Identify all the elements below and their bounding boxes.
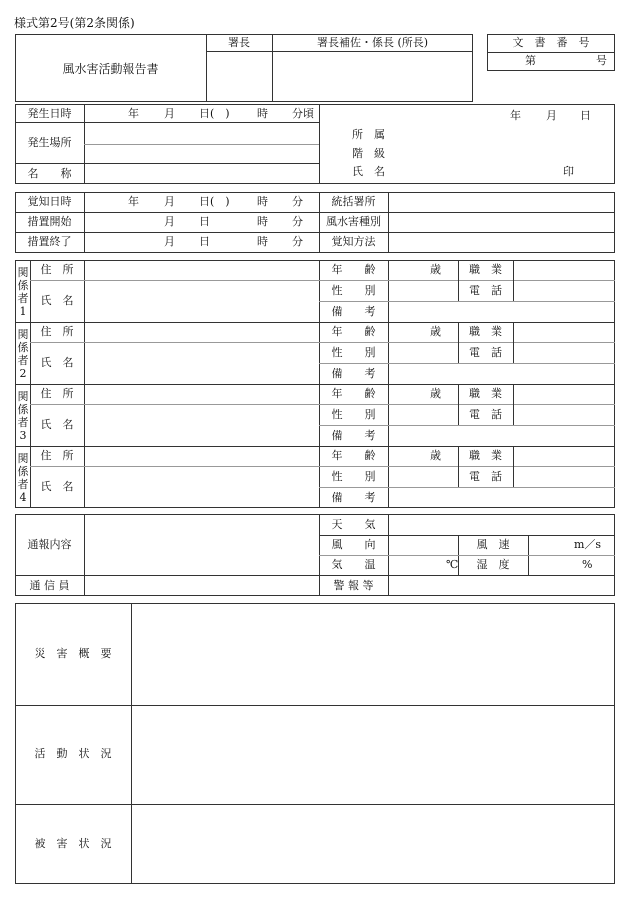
form-title: 風水害活動報告書 bbox=[62, 62, 159, 76]
party-address-field[interactable] bbox=[85, 385, 318, 403]
aw1-minute: 分 bbox=[292, 195, 303, 208]
disaster-type-label: 風水害種別 bbox=[326, 215, 381, 228]
approval-chief-label: 署長 bbox=[228, 36, 250, 49]
party-phone-field[interactable] bbox=[514, 281, 614, 300]
party-group-label: 関係者4 bbox=[17, 452, 29, 504]
party-group-label: 関係者3 bbox=[17, 390, 29, 442]
party-address-field[interactable] bbox=[85, 261, 318, 279]
activity-status-label: 活 動 状 況 bbox=[34, 747, 112, 760]
party-phone-field[interactable] bbox=[514, 343, 614, 362]
party-remarks-label: 備 考 bbox=[331, 367, 376, 380]
party-remarks-field[interactable] bbox=[389, 426, 614, 445]
party-name-field[interactable] bbox=[85, 281, 318, 321]
aw3-hour: 時 bbox=[257, 235, 268, 248]
reporter-name-label: 氏 名 bbox=[352, 165, 385, 178]
party-age-field[interactable] bbox=[389, 261, 427, 279]
party-age-unit: 歳 bbox=[430, 387, 441, 400]
party-sex-field[interactable] bbox=[389, 281, 457, 300]
party-age-label: 年 齢 bbox=[331, 449, 376, 462]
party-phone-field[interactable] bbox=[514, 405, 614, 424]
wind-speed-label: 風 速 bbox=[476, 538, 510, 551]
activity-status-field[interactable] bbox=[132, 706, 614, 803]
party-address-label: 住 所 bbox=[40, 449, 74, 462]
awareness-method-field[interactable] bbox=[389, 233, 614, 252]
chief-stamp-field[interactable] bbox=[207, 52, 271, 101]
party-phone-label: 電 話 bbox=[469, 470, 502, 483]
temperature-label: 気 温 bbox=[331, 558, 376, 571]
damage-status-label: 被 害 状 況 bbox=[34, 837, 112, 850]
doc-number-field[interactable] bbox=[540, 53, 592, 70]
wind-direction-field[interactable] bbox=[389, 536, 457, 554]
damage-status-field[interactable] bbox=[132, 805, 614, 883]
party-address-field[interactable] bbox=[85, 323, 318, 341]
party-job-label: 職 業 bbox=[469, 263, 502, 276]
aw3-minute: 分 bbox=[292, 235, 303, 248]
awareness-method-label: 覚知方法 bbox=[331, 235, 376, 248]
deputy-stamp-field[interactable] bbox=[273, 52, 472, 101]
occ-month-unit: 月 bbox=[164, 107, 175, 120]
wind-speed-field[interactable] bbox=[529, 536, 571, 554]
party-sex-label: 性 別 bbox=[331, 408, 376, 421]
occ-hour-unit: 時 bbox=[257, 107, 268, 120]
aw1-hour: 時 bbox=[257, 195, 268, 208]
temperature-field[interactable] bbox=[389, 556, 444, 574]
party-sex-label: 性 別 bbox=[331, 346, 376, 359]
form-number: 様式第2号(第2条関係) bbox=[14, 16, 135, 30]
aw2-month: 月 bbox=[164, 215, 175, 228]
party-age-field[interactable] bbox=[389, 385, 427, 403]
report-operator-label: 通 信 員 bbox=[29, 579, 70, 592]
party-age-field[interactable] bbox=[389, 447, 427, 465]
aw3-month: 月 bbox=[164, 235, 175, 248]
party-job-field[interactable] bbox=[514, 323, 614, 341]
party-name-label: 氏 名 bbox=[40, 356, 74, 369]
party-job-field[interactable] bbox=[514, 385, 614, 403]
rep-year-unit: 年 bbox=[510, 109, 521, 122]
party-remarks-label: 備 考 bbox=[331, 429, 376, 442]
disaster-type-field[interactable] bbox=[389, 213, 614, 231]
wind-direction-label: 風 向 bbox=[331, 538, 376, 551]
aw1-year: 年 bbox=[128, 195, 139, 208]
humidity-unit: % bbox=[582, 558, 593, 571]
humidity-field[interactable] bbox=[529, 556, 579, 574]
party-remarks-label: 備 考 bbox=[331, 491, 376, 504]
occurrence-place-label: 発生場所 bbox=[27, 136, 72, 149]
doc-number-label: 文 書 番 号 bbox=[512, 36, 590, 49]
party-sex-field[interactable] bbox=[389, 343, 457, 362]
party-group-label: 関係者1 bbox=[17, 266, 29, 318]
party-job-label: 職 業 bbox=[469, 325, 502, 338]
reporter-rank-label: 階 級 bbox=[352, 147, 385, 160]
party-name-field[interactable] bbox=[85, 343, 318, 383]
party-sex-label: 性 別 bbox=[331, 284, 376, 297]
supervising-station-label: 統括署所 bbox=[331, 195, 376, 208]
party-age-label: 年 齢 bbox=[331, 325, 376, 338]
party-sex-field[interactable] bbox=[389, 405, 457, 424]
party-age-unit: 歳 bbox=[430, 325, 441, 338]
party-name-label: 氏 名 bbox=[40, 480, 74, 493]
aw2-minute: 分 bbox=[292, 215, 303, 228]
occ-year-unit: 年 bbox=[128, 107, 139, 120]
party-address-label: 住 所 bbox=[40, 263, 74, 276]
aw3-day: 日 bbox=[199, 235, 210, 248]
party-job-field[interactable] bbox=[514, 447, 614, 465]
awareness-label-2: 措置開始 bbox=[27, 215, 72, 228]
party-address-label: 住 所 bbox=[40, 387, 74, 400]
party-remarks-field[interactable] bbox=[389, 364, 614, 383]
occurrence-datetime-label: 発生日時 bbox=[27, 107, 72, 120]
reporter-affiliation-label: 所 属 bbox=[352, 128, 385, 141]
approval-deputy-label: 署長補佐・係長 (所長) bbox=[316, 36, 429, 49]
occurrence-name-label: 名 称 bbox=[27, 167, 72, 180]
party-address-label: 住 所 bbox=[40, 325, 74, 338]
party-age-field[interactable] bbox=[389, 323, 427, 341]
awareness-label-3: 措置終了 bbox=[27, 235, 72, 248]
warnings-label: 警 報 等 bbox=[333, 579, 374, 592]
doc-number-prefix: 第 bbox=[525, 54, 536, 67]
party-remarks-field[interactable] bbox=[389, 488, 614, 507]
occ-minute-unit: 分頃 bbox=[292, 107, 314, 120]
party-job-label: 職 業 bbox=[469, 449, 502, 462]
report-content-label: 通報内容 bbox=[27, 538, 72, 551]
aw1-day: 日( ) bbox=[199, 195, 230, 208]
disaster-summary-label: 災 害 概 要 bbox=[34, 647, 112, 660]
party-sex-label: 性 別 bbox=[331, 470, 376, 483]
seal-mark: 印 bbox=[563, 165, 574, 178]
party-age-label: 年 齢 bbox=[331, 387, 376, 400]
supervising-station-field[interactable] bbox=[389, 193, 614, 211]
report-content-field[interactable] bbox=[85, 515, 318, 574]
party-sex-field[interactable] bbox=[389, 467, 457, 486]
aw1-month: 月 bbox=[164, 195, 175, 208]
rep-day-unit: 日 bbox=[580, 109, 591, 122]
party-name-label: 氏 名 bbox=[40, 418, 74, 431]
party-phone-label: 電 話 bbox=[469, 284, 502, 297]
reporter-fields[interactable] bbox=[400, 126, 600, 182]
party-group-label: 関係者2 bbox=[17, 328, 29, 380]
aw2-hour: 時 bbox=[257, 215, 268, 228]
party-name-field[interactable] bbox=[85, 405, 318, 445]
party-phone-label: 電 話 bbox=[469, 408, 502, 421]
warnings-field[interactable] bbox=[389, 576, 614, 595]
humidity-label: 湿 度 bbox=[476, 558, 510, 571]
party-name-label: 氏 名 bbox=[40, 294, 74, 307]
party-job-label: 職 業 bbox=[469, 387, 502, 400]
party-address-field[interactable] bbox=[85, 447, 318, 465]
weather-label: 天 気 bbox=[331, 518, 376, 531]
party-phone-field[interactable] bbox=[514, 467, 614, 486]
report-operator-field[interactable] bbox=[85, 576, 318, 595]
aw2-day: 日 bbox=[199, 215, 210, 228]
party-phone-label: 電 話 bbox=[469, 346, 502, 359]
occurrence-place-field[interactable] bbox=[85, 123, 318, 163]
occurrence-name-field[interactable] bbox=[85, 164, 318, 183]
occ-day-unit: 日( ) bbox=[199, 107, 230, 120]
wind-speed-unit: m／s bbox=[574, 538, 602, 551]
party-name-field[interactable] bbox=[85, 467, 318, 507]
doc-number-suffix: 号 bbox=[596, 54, 607, 67]
awareness-label-1: 覚知日時 bbox=[27, 195, 72, 208]
party-age-unit: 歳 bbox=[430, 449, 441, 462]
disaster-summary-field[interactable] bbox=[132, 604, 614, 704]
party-age-unit: 歳 bbox=[430, 263, 441, 276]
party-remarks-label: 備 考 bbox=[331, 305, 376, 318]
temperature-unit: ℃ bbox=[446, 558, 459, 571]
party-remarks-field[interactable] bbox=[389, 302, 614, 321]
weather-field[interactable] bbox=[389, 515, 614, 534]
party-age-label: 年 齢 bbox=[331, 263, 376, 276]
rep-month-unit: 月 bbox=[546, 109, 557, 122]
party-job-field[interactable] bbox=[514, 261, 614, 279]
